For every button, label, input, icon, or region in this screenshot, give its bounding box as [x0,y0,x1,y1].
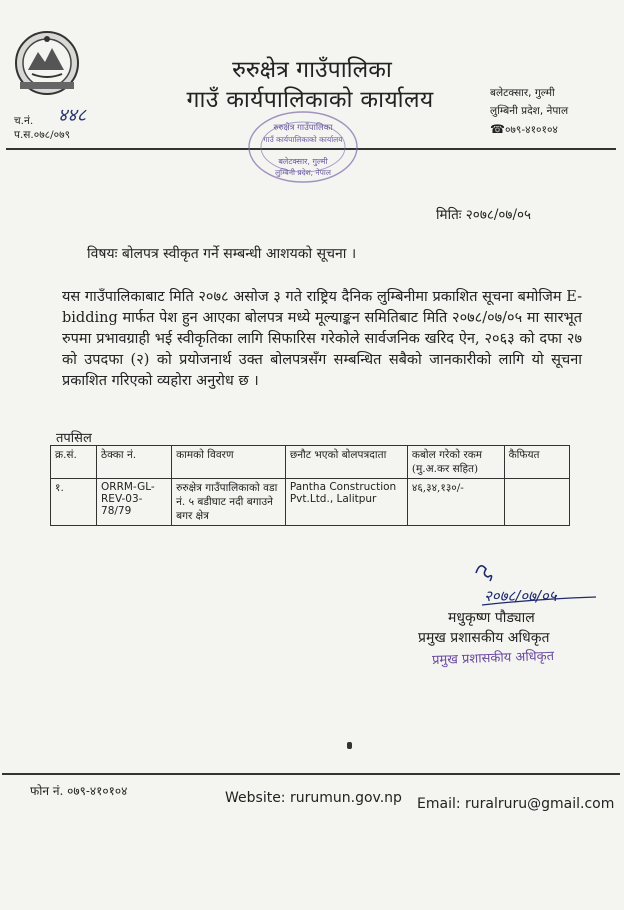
address-line-1: बलेटक्सार, गुल्मी [490,87,555,99]
fiscal-year: प.स.०७८/०७९ [14,129,71,141]
ink-mark [347,742,352,749]
table-title: तपसिल [56,431,92,446]
footer-divider [2,773,620,775]
header-work: कामको विवरण [172,446,286,479]
signature-date: २०७८/०७/०५ [484,587,557,605]
office-name: रुरुक्षेत्र गाउँपालिका [232,57,392,83]
office-phone-number: ०७९-४१०१०४ [504,124,558,136]
header-serial: क्र.सं. [51,446,97,479]
office-subtitle: गाउँ कार्यपालिकाको कार्यालय [186,87,434,113]
letter-subject: विषयः बोलपत्र स्वीकृत गर्ने सम्बन्धी आशयको सूचना । [87,246,357,262]
address-line-2: लुम्बिनी प्रदेश, नेपाल [490,105,569,117]
cell-contract-no: ORRM-GL-REV-03-78/79 [97,479,172,526]
signatory-stamp: प्रमुख प्रशासकीय अधिकृत [431,648,555,669]
tender-table [50,445,570,526]
table-header-row [51,446,570,479]
office-seal-stamp [245,108,361,186]
cell-bidder: Pantha Construction Pvt.Ltd., Lalitpur [285,479,407,526]
stamp-text-4: लुम्बिनी प्रदेश, नेपाल [275,168,331,177]
letter-date: मितिः २०७८/०७/०५ [436,207,532,223]
footer-website: Website: rurumun.gov.np [225,790,402,806]
header-remarks: कैफियत [504,446,569,479]
cell-work: रुरुक्षेत्र गाउँपालिकाको वडा नं. ५ बडीघाट नदी बगाउने बगर क्षेत्र [172,479,286,526]
cell-remarks [504,479,569,526]
reference-number-value: ४४८ [58,105,87,126]
phone-icon: ☎ [490,122,505,136]
table-row [51,479,570,526]
reference-number-label: च.नं. [14,115,34,127]
header-contract-no: ठेक्का नं. [97,446,172,479]
footer-email: Email: ruralruru@gmail.com [417,796,615,812]
stamp-text-3: बलेटक्सार, गुल्मी [278,157,328,166]
stamp-text-2: गाउँ कार्यपालिकाको कार्यालय [263,135,343,144]
header-bidder: छनौट भएको बोलपत्रदाता [285,446,407,479]
signatory-title: प्रमुख प्रशासकीय अधिकृत [418,630,550,646]
letter-body: यस गाउँपालिकाबाट मिति २०७८ असोज ३ गते राष्ट्रिय दैनिक लुम्बिनीमा प्रकाशित सूचना बमोजिम E-bidding मार्फत पेश हुन आएका बोलपत्र मध्ये मूल्याङ्कन समितिबाट मिति २०७८/०७/०५ मा सारभूत रुपमा प्रभावग्राही भई स्वीकृतिका लागि सिफारिस गरेकोले सार्वजनिक खरिद ऐन, २०६३ को दफा २७ को उपदफा (२) को प्रयोजनार्थ उक्त बोलपत्रसँग सम्बन्धित सबैको जानकारीको लागि यो सूचना प्रकाशित गरिएको व्यहोरा अनुरोध छ । [62,289,582,389]
handwritten-signature [466,555,606,615]
office-phone [490,122,558,137]
signatory-name: मधुकृष्ण पौड्याल [448,610,535,626]
footer-phone: फोन नं. ०७९-४१०१०४ [30,784,128,798]
cell-serial: १. [51,479,97,526]
cell-amount: ४६,३४,१३०/- [407,479,504,526]
header-amount: कबोल गरेको रकम (मु.अ.कर सहित) [407,446,504,479]
stamp-text-1: रुरुक्षेत्र गाउँपालिका [273,123,333,133]
